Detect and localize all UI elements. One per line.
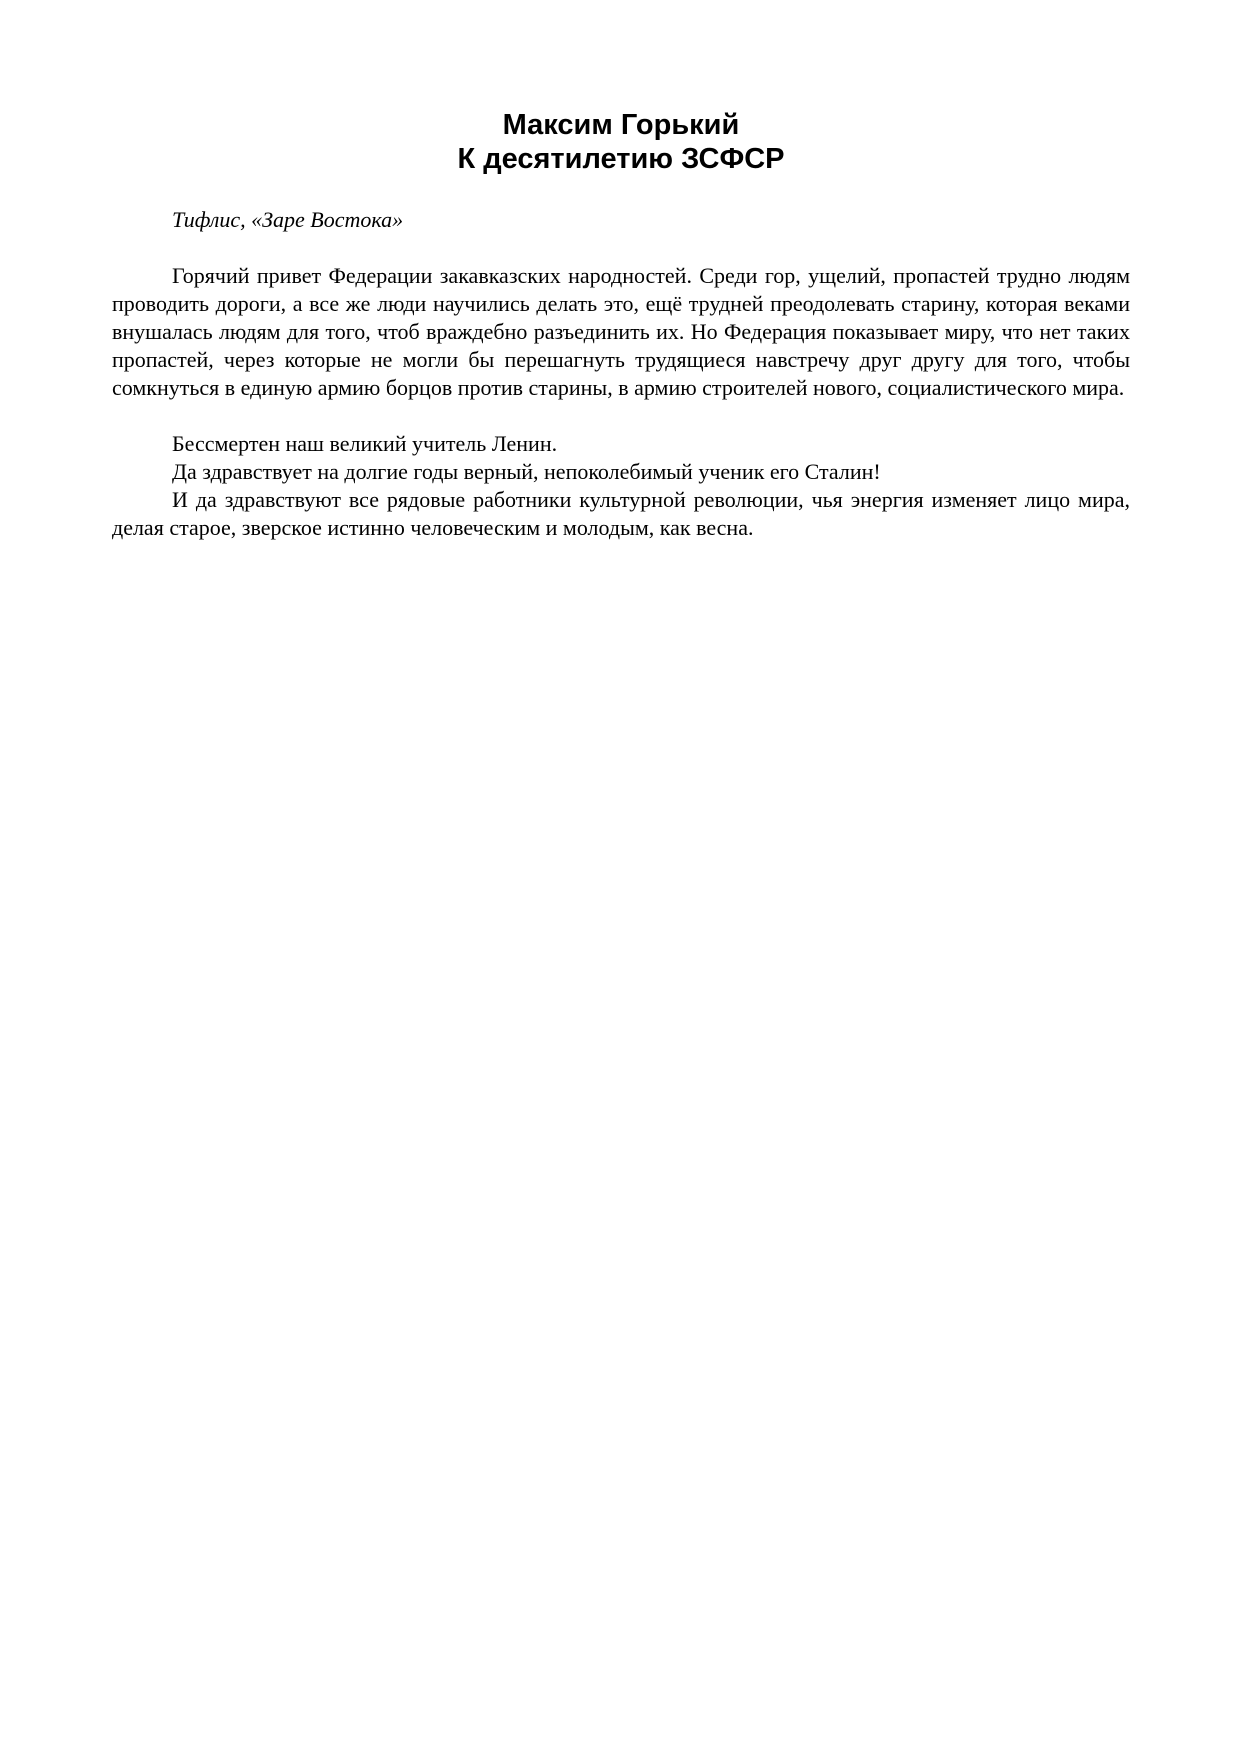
document-title-block: [112, 108, 1130, 176]
body-paragraph-2: Бессмертен наш великий учитель Ленин.: [172, 431, 558, 456]
author-name: Максим Горький: [502, 109, 740, 141]
body-paragraph-3: Да здравствует на долгие годы верный, непоколебимый ученик его Сталин!: [172, 459, 881, 484]
body-paragraph-1: Горячий привет Федерации закавказских народностей. Среди гор, ущелий, пропастей трудно людям проводить дороги, а все же люди научились делать это, ещё трудней преодолевать старину, которая веками внушалась людям для того, чтоб враждебно разъединить их. Но Федерация показывает миру, что нет таких пропастей, через которые не могли бы перешагнуть трудящиеся навстречу друг другу для того, чтобы сомкнуться в единую армию борцов против старины, в армию строителей нового, социалистического мира.: [112, 263, 1130, 400]
body-paragraph-4: И да здравствуют все рядовые работники культурной революции, чья энергия изменяет лицо мира, делая старое, зверское истинно человеческим и молодым, как весна.: [112, 487, 1130, 540]
work-title: К десятилетию ЗСФСР: [457, 143, 785, 175]
epigraph: Тифлис, «Заре Востока»: [172, 207, 404, 232]
document-page: [112, 108, 1130, 542]
